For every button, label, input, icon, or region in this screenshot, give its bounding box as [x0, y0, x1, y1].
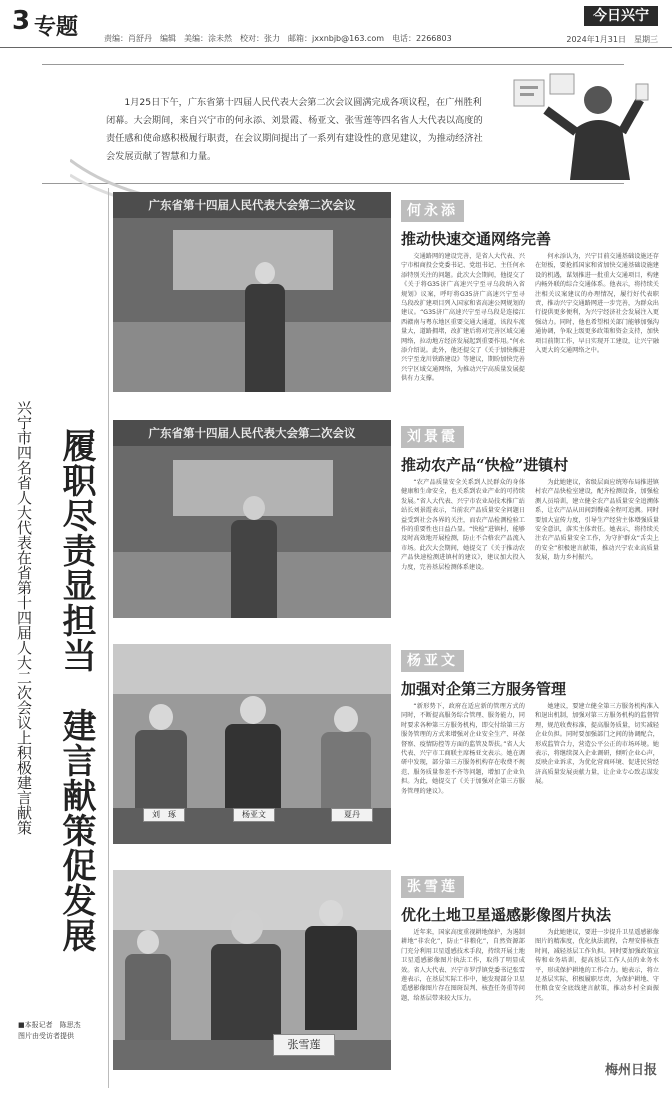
article-liu-jingxia [109, 416, 665, 632]
delegate-figure [229, 496, 279, 618]
delegate-figure [319, 706, 373, 824]
article-body: 近年来，国家高度重视耕地保护，为遏制耕地“非农化”，防止“非粮化”，自然资源部门充分利用卫星遥感技术手段，持续开展土地卫星遥感影像图片执法工作，取得了明显成效。省人大代表、兴宁市罗浮镇党委书记张雪莲表示，在基层实际工作中，她发现部分卫星遥感影像图片存在图斑误判、核查任务重等问题，给基层带来较大压力。 [401, 929, 525, 1002]
article-he-yongtian [109, 188, 665, 408]
section-title: 专题 [34, 15, 79, 40]
article-body: 为此她建议，省级层面应统筹布局推进镇村农产品快检室建设，配齐检测设备，加强检测人员培训，建立健全农产品质量安全追溯体系，让农产品从田间到餐桌全程可追溯。同时要加大宣传力度，引导生产经营主体增强质量安全意识，落实主体责任。她表示，将持续关注农产品质量安全工作，为守护群众“舌尖上的安全”积极建言献策，推动兴宁农业高质量发展，助力乡村振兴。 [535, 479, 659, 562]
delegate-figure [133, 704, 189, 824]
article-headline: 推动快速交通网络完善 [401, 230, 552, 248]
congress-banner: 广东省第十四届人民代表大会第二次会议 [113, 192, 391, 218]
photo-zhang-xuelian [113, 870, 391, 1070]
footer-logo: 梅州日报 [604, 1063, 657, 1078]
photo-liu-jingxia [113, 420, 391, 618]
name-plate: 刘 琢 [143, 808, 185, 822]
newspaper-logo: 今日兴宁 [584, 6, 658, 26]
name-plate: 杨亚文 [233, 808, 275, 822]
vertical-subtitle: 兴宁市四名省人大代表在省第十四届人大二次会议上积极建言献策 [15, 400, 33, 835]
article-headline: 加强对企第三方服务管理 [401, 680, 567, 698]
delegate-figure [223, 696, 283, 826]
article-headline: 推动农产品“快检”进镇村 [401, 456, 569, 474]
delegate-name: 何永添 [401, 200, 464, 222]
article-zhang-xuelian [109, 866, 665, 1084]
delegate-figure [303, 900, 359, 1030]
meeting-room-wall [113, 644, 391, 694]
article-body: 她建议，要建立健全第三方服务机构准入和退出机制，加强对第三方服务机构的监督管理，规范收费标准，提高服务质量，切实减轻企业负担。同时要加强部门之间的协调配合，形成监管合力，营造公平公正的市场环境。她表示，将继续深入企业调研，倾听企业心声，反映企业诉求，为优化营商环境、促进民营经济高质量发展贡献力量，让企业专心致志谋发展。 [535, 703, 659, 786]
delegate-figure [209, 910, 283, 1050]
name-plate: 张雪莲 [273, 1034, 335, 1056]
name-plate: 夏丹 [331, 808, 373, 822]
page-header [0, 0, 672, 48]
delegate-figure [123, 930, 173, 1040]
delegate-figure [243, 262, 287, 392]
article-body: “新形势下，政府在适应新的管理方式的同时，不断提高服务综合管理、服务能力，同时要求各种第三方服务机构，即交付给第三方服务管理的方式来增强对企业安全生产、环保督察、疫情防控等方面的监管及帮扶。”省人大代表、兴宁市工商联主席杨亚文表示。她在调研中发现，部分第三方服务机构存在收费不规范、服务质量参差不齐等问题，增加了企业负担。为此，她提交了《关于加强对企第三方服务管理的建议》。 [401, 703, 525, 795]
article-body: 为此她建议，要进一步提升卫星遥感影像图片的精准度，优化执法流程，合理安排核查时间，减轻基层工作负担。同时要加强政策宣传和业务培训，提高基层工作人员的业务水平，形成保护耕地的工作合力。她表示，将立足基层实际，积极履职尽责，为保护耕地、守住粮食安全底线建言献策，推动乡村全面振兴。 [535, 929, 659, 1002]
articles-column [108, 188, 664, 1088]
article-body: “农产品质量安全关系到人民群众的身体健康和生命安全，也关系到农业产业的可持续发展。”省人大代表、兴宁市农业局技术推广站站长刘景霞表示，当前农产品质量安全问题日益受到社会各界的关注，而农产品检测检验工作的重要性也日益凸显。“快检”进镇村，能够及时高效地开展检测，防止不合格农产品流入市场。此次大会期间，她提交了《关于推动农产品快速检测进镇村的建议》，建议加大投入力度，完善基层检测体系建设。 [401, 479, 525, 571]
article-body: 交通路网的建设完善，是省人大代表、兴宁市相商投会党委书记、党组书记、主任何永添特别关注的问题。此次大会期间，他提交了《关于将G35济广高速兴宁至寻乌段纳入省规划》议案，呼吁将G35济广高速兴宁至寻乌段改扩建项目列入国家和省高速公网规划的建议。“G35济广高速兴宁至寻乌段是连接江西赣南与粤东地区重要交通大通道，该段车流量大，道路拥堵，改扩建后将对完善区域交通网络，拉动地方经济发展起到重要作用。”何永添介绍说。此外，他还提交了《关于加快推进兴宁至龙川铁路建设》等建议，期盼加快完善兴宁区域交通网络，为推动兴宁高质量发展提供有力支撑。 [401, 253, 525, 383]
delegate-name: 杨亚文 [401, 650, 464, 672]
article-headline: 优化土地卫星遥感影像图片执法 [401, 906, 612, 924]
intro-paragraph: 1月25日下午，广东省第十四届人民代表大会第二次会议圆满完成各项议程，在广州胜利闭幕。大会期间，来自兴宁市的何永添、刘景霞、杨亚文、张雪莲等四名省人大代表以高度的责任感和使命感积极履行职责，在会议期间提出了一系列有建设性的意见建议，为推动经济社会发展贡献了智慧和力量。 [106, 97, 483, 162]
article-body: 何永添认为，兴宁目前交通基础设施还存在短板，要抢抓国家和省加快交通基础设施建设的机遇，谋划推进一批重大交通项目，构建内畅外联的综合交通体系。他表示，将持续关注相关议案建议的办理情况，履行好代表职责，推动兴宁交通路网进一步完善，为群众出行提供更多便利，为兴宁经济社会发展注入更强动力。同时，他也希望相关部门能够加强沟通协调，争取上级更多政策和资金支持，加快项目前期工作，早日实现开工建设，让兴宁融入更大的交通网络之中。 [535, 253, 659, 355]
editor-info: 责编：肖舒丹 编辑 美编：涂未然 校对：张力 邮箱：jxxnbjb@163.com 电话：2266803 [104, 34, 452, 43]
reporter-credit: ■本报记者 陈思杰 图片由受访者提供 [18, 1021, 81, 1040]
delegate-name: 刘景霞 [401, 426, 464, 448]
conference-table [113, 1040, 391, 1070]
photo-he-yongtian [113, 192, 391, 392]
delegate-name: 张雪莲 [401, 876, 464, 898]
page-number: 3 [12, 6, 31, 36]
speaker-illustration-icon [500, 70, 650, 180]
article-yang-yawen [109, 640, 665, 858]
photo-yang-yawen [113, 644, 391, 844]
congress-banner: 广东省第十四届人民代表大会第二次会议 [113, 420, 391, 446]
main-headline: 履职尽责显担当 建言献策促发展 [56, 427, 96, 953]
issue-date: 2024年1月31日 星期三 [566, 35, 658, 44]
